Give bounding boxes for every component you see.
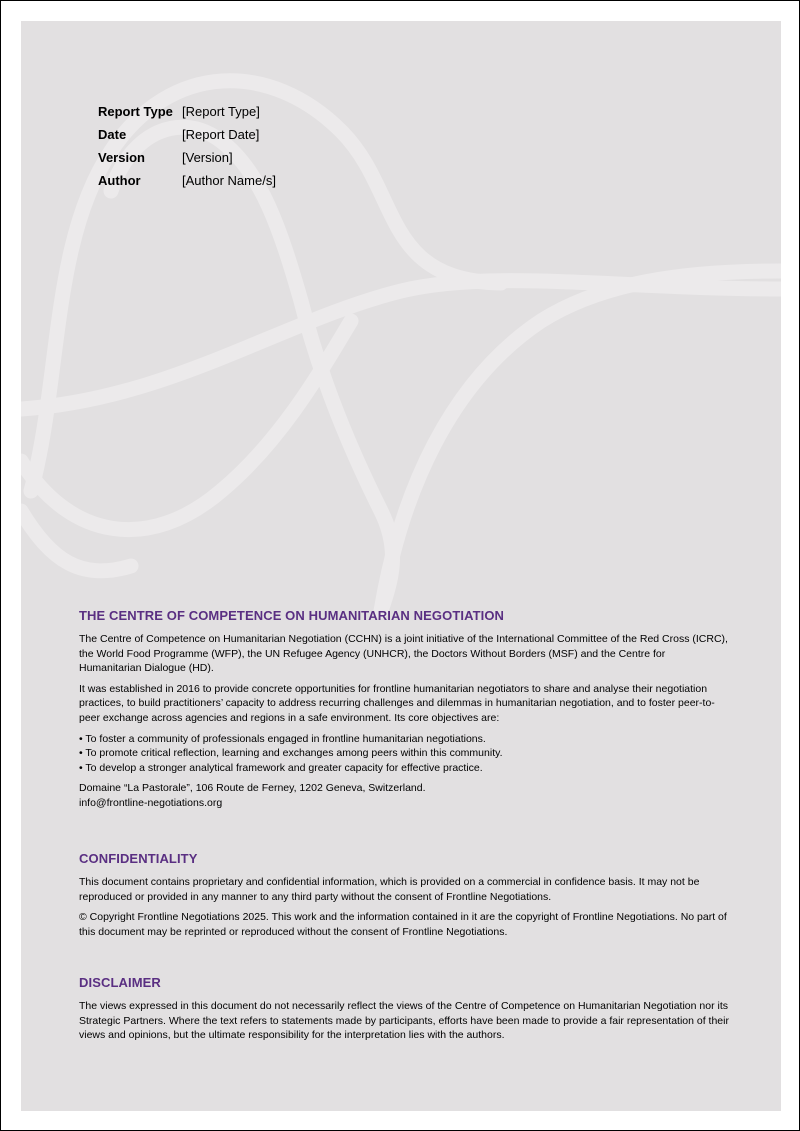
document-page [21,21,781,1111]
meta-row-report-type [98,100,276,123]
report-meta-table [98,100,276,192]
meta-row-version [98,146,276,169]
meta-value: [Report Type] [182,104,260,119]
meta-value: [Version] [182,150,233,165]
meta-value: [Author Name/s] [182,173,276,188]
meta-label: Report Type [98,104,173,119]
cchn-heading: THE CENTRE OF COMPETENCE ON HUMANITARIAN NEGOTIATION [79,608,505,623]
postal-address: Domaine “La Pastorale”, 106 Route de Ferney, 1202 Geneva, Switzerland. [79,782,426,795]
copyright-paragraph: © Copyright Frontline Negotiations 2025. This work and the information contained in it are the copyright of Frontline Negotiations. No part of this document may be reprinted or reproduced without the consent of Frontline Negotiations. [79,911,727,938]
meta-row-date [98,123,276,146]
cchn-history-paragraph: It was established in 2016 to provide concrete opportunities for frontline humanitarian negotiators to share and analyse their negotiation practices, to build practitioners’ capacity to address recurring challenges and dilemmas in humanitarian negotiation, and to foster peer-to-peer exchange across agencies and regions in a safe environment. Its core objectives are: [79,682,715,724]
disclaimer-heading: DISCLAIMER [79,975,161,990]
confidentiality-heading: CONFIDENTIALITY [79,851,198,866]
confidentiality-paragraph: This document contains proprietary and confidential information, which is provided on a commercial in confidence basis. It may not be reproduced or provided in any manner to any third party without the consent of Frontline Negotiations. [79,876,700,903]
meta-row-author [98,169,276,192]
list-item: • To develop a stronger analytical framework and greater capacity for effective practice. [79,761,483,774]
list-item: • To promote critical reflection, learning and exchanges among peers within this community. [79,747,503,760]
cchn-section [79,608,729,811]
meta-label: Date [98,127,127,142]
cchn-intro-paragraph: The Centre of Competence on Humanitarian Negotiation (CCHN) is a joint initiative of the International Committee of the Red Cross (ICRC), the World Food Programme (WFP), the UN Refugee Agency (UNHCR), the Doctors Without Borders (MSF) and the Centre for Humanitarian Dialogue (HD). [79,633,728,675]
disclaimer-paragraph: The views expressed in this document do not necessarily reflect the views of the Centre of Competence on Humanitarian Negotiation nor its Strategic Partners. Where the text refers to statements made by participants, efforts have been made to provide a fair representation of their views and opinions, but the ultimate responsibility for the interpretation lies with the authors. [79,1000,729,1042]
meta-value: [Report Date] [182,127,260,142]
disclaimer-section [79,975,729,1049]
confidentiality-section [79,851,729,945]
cchn-objectives-list [79,732,729,776]
meta-label: Version [98,150,145,165]
meta-label: Author [98,173,141,188]
contact-email: info@frontline-negotiations.org [79,796,223,809]
list-item: • To foster a community of professionals engaged in frontline humanitarian negotiations. [79,732,486,745]
